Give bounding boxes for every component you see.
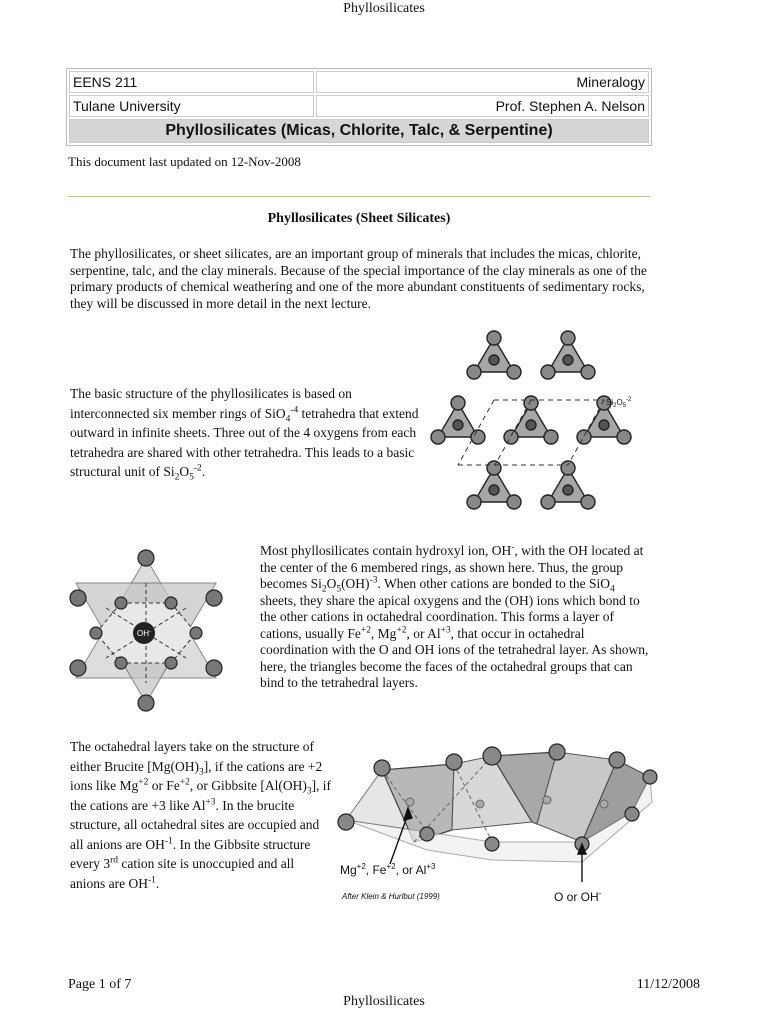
university: Tulane University xyxy=(69,95,314,117)
cation-label: $Mg^{+2}$, $Fe^{+2}$, or $Al^{+3}$ xyxy=(340,862,436,877)
paragraph-octahedral: The octahedral layers take on the structure of either Brucite $[Mg(OH)_3]$, if the cations are +2 ions like $Mg^{+2}$ or $Fe^{+2}$, or Gibbsite $[Al(OH)_3]$, if the cations are +3 like $Al^{+3}$. In the brucite structure, all octahedral sites are occupied and all anions are $OH^{-1}$. In the Gibbsite structure every 3rd cation site is unoccupied and all anions are $OH^{-1}$. xyxy=(70,739,332,891)
print-date: 11/12/2008 xyxy=(636,977,700,992)
silicon-atom xyxy=(563,485,573,495)
oxygen-atom xyxy=(504,430,518,444)
tetrahedral-sheet-figure xyxy=(428,330,664,540)
oxygen-atom xyxy=(541,495,555,509)
oxygen-atom xyxy=(507,365,521,379)
course-subject: Mineralogy xyxy=(316,71,649,93)
updated-line: This document last updated on 12-Nov-2008 xyxy=(68,154,301,169)
divider xyxy=(68,196,650,197)
page-title: Phyllosilicates (Micas, Chlorite, Talc, & Serpentine) xyxy=(69,119,649,143)
silicon-atom xyxy=(489,355,499,365)
octahedral-layer-figure xyxy=(332,742,662,912)
oxygen-atom xyxy=(487,461,501,475)
oxygen-atom xyxy=(561,331,575,345)
oxygen-atom xyxy=(451,396,465,410)
si2o5-label: $Si_2O_5^{-2}$ xyxy=(606,397,632,409)
oxygen-atom xyxy=(471,430,485,444)
oxygen-atom xyxy=(544,430,558,444)
oxygen-atom xyxy=(487,331,501,345)
oxygen-atom xyxy=(581,365,595,379)
oh-label: OH- xyxy=(137,629,151,638)
silicon-atom xyxy=(563,355,573,365)
oxygen-atom xyxy=(431,430,445,444)
oxygen-atom xyxy=(577,430,591,444)
oxygen-atom xyxy=(581,495,595,509)
page-number: Page 1 of 7 xyxy=(68,977,132,992)
running-header: Phyllosilicates xyxy=(343,1,425,16)
course-code: EENS 211 xyxy=(69,71,314,93)
anion-label: O or OH- xyxy=(554,889,602,904)
oxygen-atom xyxy=(561,461,575,475)
silicon-atom xyxy=(599,420,609,430)
silicon-atom xyxy=(526,420,536,430)
figure-credit: After Klein & Hurlbut (1999) xyxy=(342,892,440,901)
section-title: Phyllosilicates (Sheet Silicates) xyxy=(267,211,451,226)
paragraph-structure: The basic structure of the phyllosilicates is based on interconnected six member rings of SiO$_4^{-4}$ tetrahedra that extend outward in infinite sheets. Three out of the 4 oxygens from each tetrahedra are shared with other tetrahedra. This leads to a basic structural unit of $Si_2O_5^{-2}$. xyxy=(70,386,419,483)
silicon-atom xyxy=(489,485,499,495)
oxygen-atom xyxy=(467,365,481,379)
professor: Prof. Stephen A. Nelson xyxy=(316,95,649,117)
paragraph-hydroxyl: Most phyllosilicates contain hydroxyl ion, OH-, with the OH located at the center of the 6 membered rings, as shown here. Thus, the group becomes $Si_2O_5(OH)^{-3}$. When other cations are bonded to the SiO$_4$ sheets, they share the apical oxygens and the (OH) ions which bond to the other cations in octahedral coordination. This forms a layer of cations, usually $Fe^{+2}$, $Mg^{+2}$, or $Al^{+3}$, that occur in octahedral coordination with the O and OH ions of the tetrahedral layer. As shown, here, the triangles become the faces of the octahedral groups that can bind to the tetrahedral layers. xyxy=(260,542,649,690)
header-table xyxy=(66,68,652,146)
oxygen-atom xyxy=(507,495,521,509)
oxygen-atom xyxy=(617,430,631,444)
oxygen-atom xyxy=(467,495,481,509)
hydroxyl-ring-figure xyxy=(66,548,226,718)
paragraph-intro: The phyllosilicates, or sheet silicates, are an important group of minerals that includes the micas, chlorite, serpentine, talc, and the clay minerals. Because of the special importance of the clay minerals as one of the primary products of chemical weathering and one of the more abundant constituents of sedimentary rocks, they will be discussed in more detail in the next lecture. xyxy=(70,246,647,311)
running-footer: Phyllosilicates xyxy=(343,994,425,1009)
silicon-atom xyxy=(453,420,463,430)
oxygen-atom xyxy=(541,365,555,379)
